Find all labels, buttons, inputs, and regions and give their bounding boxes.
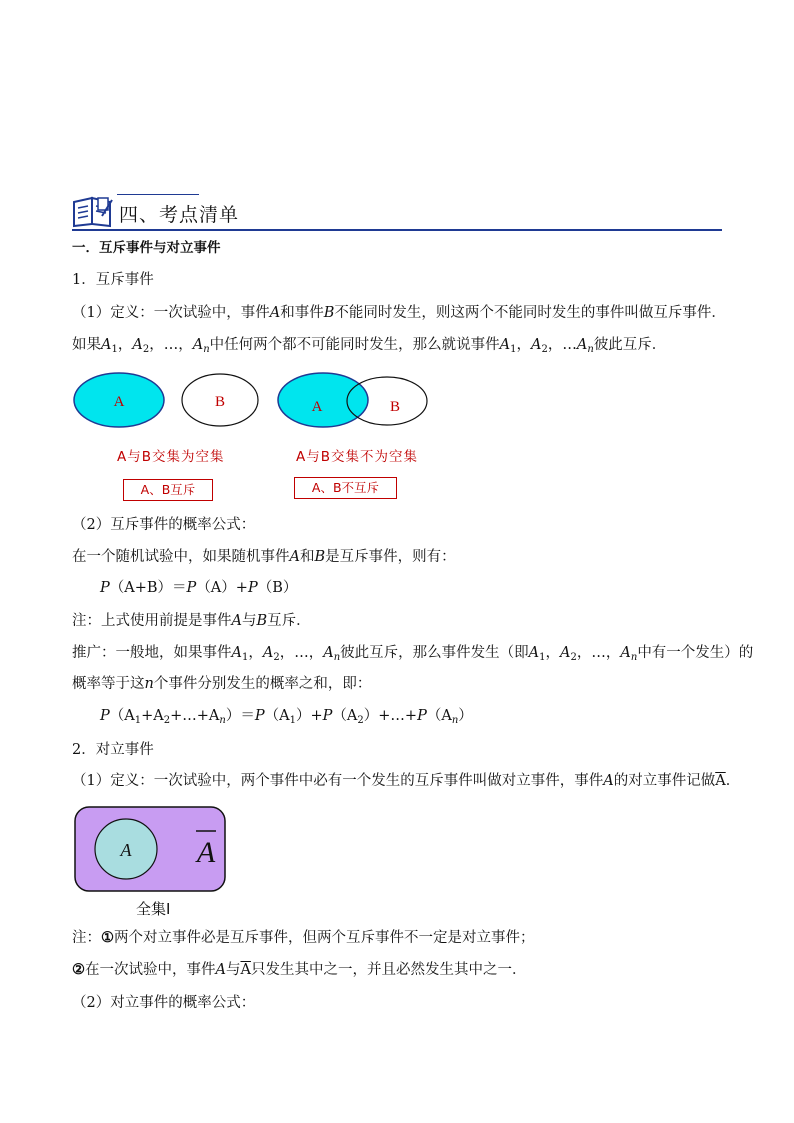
venn1-caption: A与B交集为空集 [117,449,225,465]
venn-label-b: B [389,399,401,415]
venn-disjoint [72,370,272,430]
multi-events-line: 如果$A_1$，$A_2$，…，$A_n$中任何两个都不可能同时发生，那么就说事件$A_1$，$A_2$，$\dots A_n$彼此互斥． [72,337,667,355]
venn-label-a: A [311,399,323,415]
title-top-rule [117,194,199,195]
venn-set-a [278,373,368,427]
complement-label: A [196,836,216,869]
generalization-line-2: 概率等于这n个事件分别发生的概率之和，即： [72,676,372,692]
venn-overlap [275,370,435,430]
definition-1: （1）定义：一次试验中，事件A和事件B不能同时发生，则这两个不能同时发生的事件叫做互斥事件． [72,305,726,321]
formula-2: $P(A_1+A_2+\dots+A_n)=P(A_1)+P(A_2)+\dots+P(A_n)$ [100,708,473,726]
section-title: 四、考点清单 [119,204,240,226]
formula-1: P（A+B）＝P（A）+P（B） [100,580,298,596]
universal-set-caption: 全集I [136,900,171,918]
definition-2: （1）定义：一次试验中，两个事件中必有一个发生的互斥事件叫做对立事件，事件A的对立事件记做$\overline{A}$． [72,773,741,789]
formula-intro: 在一个随机试验中，如果随机事件A和B是互斥事件，则有： [72,549,456,565]
title-bottom-rule [72,229,722,231]
venn-label-b: B [214,394,226,410]
set-a-label: A [120,840,132,860]
note-1: 注：上式使用前提是事件A与B互斥． [72,613,311,629]
formula-3-heading: （2）对立事件的概率公式： [72,995,256,1011]
venn2-label-box: A、B不互斥 [294,477,397,499]
generalization-line: 推广：一般地，如果事件$A_1$，$A_2$，…，$A_n$彼此互斥，那么事件发生（即$A_1$，$A_2$，…，$A_n$中有一个发生）的 [72,645,754,663]
section-header [72,188,722,234]
venn1-label-box: A、B互斥 [123,479,213,501]
book-icon [72,194,114,228]
note-2: 注：①两个对立事件必是互斥事件，但两个互斥事件不一定是对立事件； [72,929,535,946]
formula-heading: （2）互斥事件的概率公式： [72,517,256,533]
subheading-complementary: 2．对立事件 [72,742,154,758]
subheading-mutually-exclusive: 1．互斥事件 [72,272,154,288]
note-3: ②在一次试验中，事件A与$\overline{A}$只发生其中之一，并且必然发生其中之一． [72,961,527,978]
venn-complement [74,806,226,892]
venn-label-a: A [113,394,125,410]
heading-mutual-events: 一．互斥事件与对立事件 [72,240,221,256]
venn2-caption: A与B交集不为空集 [296,449,418,465]
